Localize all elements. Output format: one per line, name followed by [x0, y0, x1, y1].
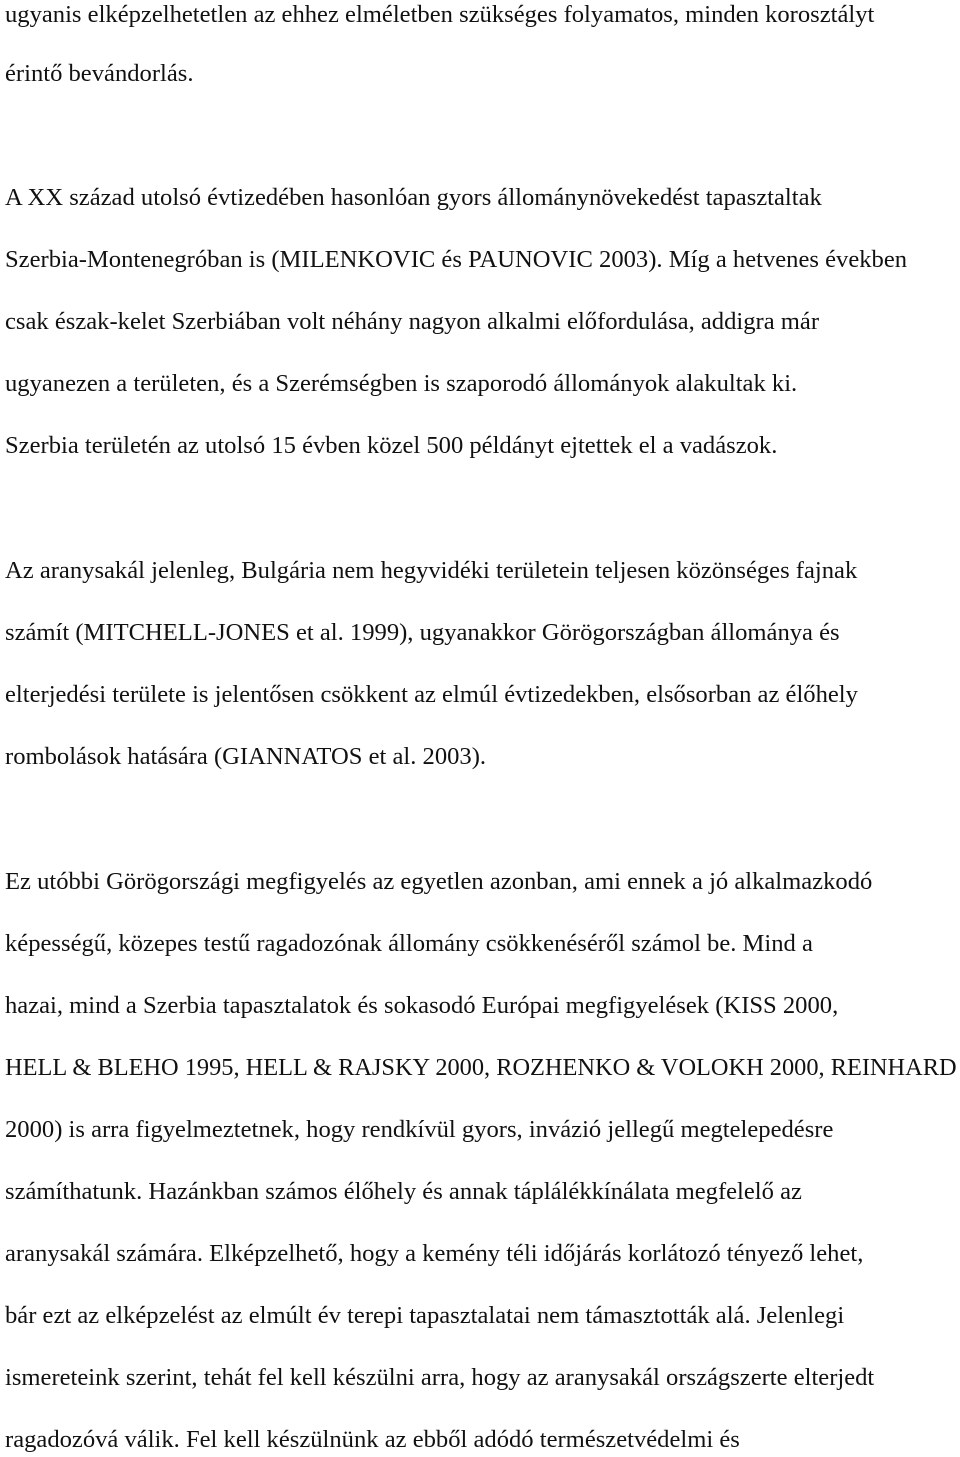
- text-line: ismereteink szerint, tehát fel kell készülni arra, hogy az aranysakál országszerte elterjedt: [5, 1364, 875, 1391]
- text-line: Szerbia-Montenegróban is (MILENKOVIC és PAUNOVIC 2003). Míg a hetvenes években: [5, 246, 908, 273]
- text-line: képességű, közepes testű ragadozónak állomány csökkenéséről számol be. Mind a: [5, 930, 813, 957]
- text-line: ugyanis elképzelhetetlen az ehhez elméletben szükséges folyamatos, minden korosztályt: [5, 1, 875, 28]
- text-line: aranysakál számára. Elképzelhető, hogy a kemény téli időjárás korlátozó tényező lehet,: [5, 1240, 864, 1267]
- text-line: Szerbia területén az utolsó 15 évben közel 500 példányt ejtettek el a vadászok.: [5, 432, 778, 459]
- text-line: elterjedési területe is jelentősen csökkent az elmúl évtizedekben, elsősorban az élőhely: [5, 681, 858, 708]
- text-line: HELL & BLEHO 1995, HELL & RAJSKY 2000, ROZHENKO & VOLOKH 2000, REINHARD: [5, 1054, 957, 1081]
- text-line: bár ezt az elképzelést az elmúlt év terepi tapasztalatai nem támasztották alá. Jelenlegi: [5, 1302, 845, 1329]
- text-line: számít (MITCHELL-JONES et al. 1999), ugyanakkor Görögországban állománya és: [5, 619, 840, 646]
- text-line: csak észak-kelet Szerbiában volt néhány nagyon alkalmi előfordulása, addigra már: [5, 308, 820, 335]
- text-line: Az aranysakál jelenleg, Bulgária nem hegyvidéki területein teljesen közönséges fajnak: [5, 557, 858, 584]
- text-line: 2000) is arra figyelmeztetnek, hogy rendkívül gyors, invázió jellegű megtelepedésre: [5, 1116, 834, 1143]
- text-line: hazai, mind a Szerbia tapasztalatok és sokasodó Európai megfigyelések (KISS 2000,: [5, 992, 839, 1019]
- text-line: ragadozóvá válik. Fel kell készülnünk az ebből adódó természetvédelmi és: [5, 1426, 740, 1453]
- text-line: Ez utóbbi Görögországi megfigyelés az egyetlen azonban, ami ennek a jó alkalmazkodó: [5, 868, 873, 895]
- text-line: rombolások hatására (GIANNATOS et al. 2003).: [5, 743, 487, 770]
- text-line: érintő bevándorlás.: [5, 60, 194, 87]
- text-line: számíthatunk. Hazánkban számos élőhely és annak táplálékkínálata megfelelő az: [5, 1178, 802, 1205]
- text-line: A XX század utolsó évtizedében hasonlóan gyors állománynövekedést tapasztaltak: [5, 184, 822, 211]
- text-line: ugyanezen a területen, és a Szerémségben is szaporodó állományok alakultak ki.: [5, 370, 798, 397]
